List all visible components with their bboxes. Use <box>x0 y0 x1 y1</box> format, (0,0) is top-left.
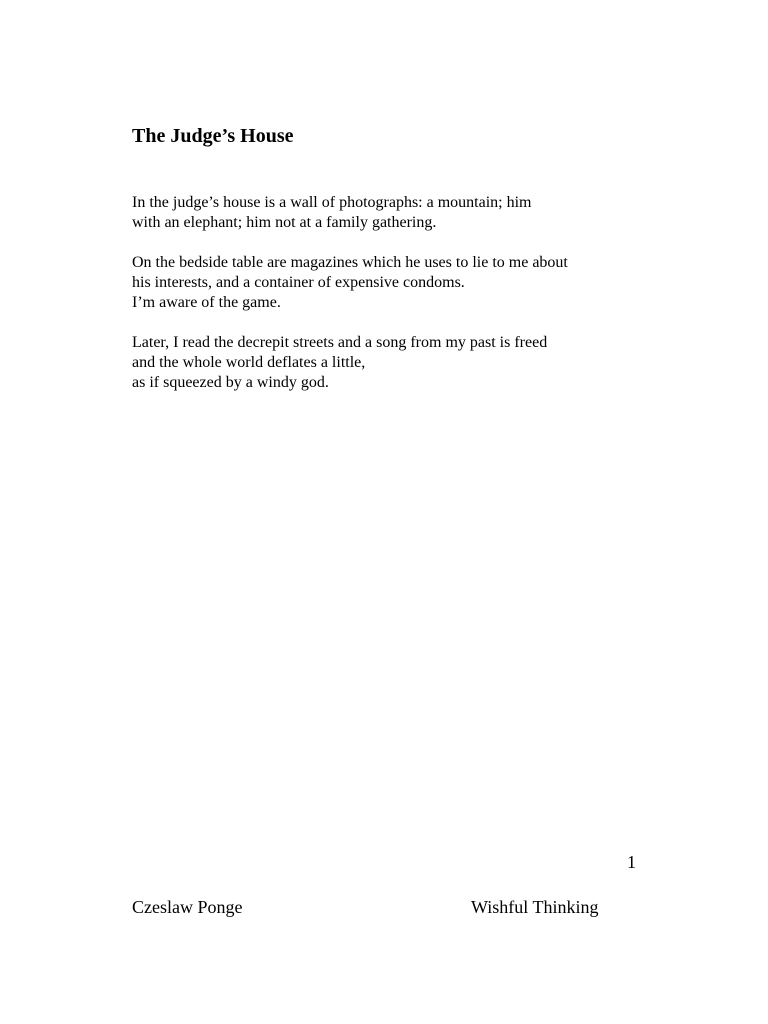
poem-line: Later, I read the decrepit streets and a song from my past is freed <box>132 334 548 351</box>
stanza-2 <box>132 253 692 313</box>
poem-body <box>132 193 692 413</box>
poem-title: The Judge’s House <box>132 125 294 147</box>
page-number: 1 <box>627 852 636 872</box>
poem-line: as if squeezed by a windy god. <box>132 374 329 391</box>
poem-line: and the whole world deflates a little, <box>132 354 366 371</box>
poem-line: with an elephant; him not at a family gathering. <box>132 214 437 231</box>
poem-line: In the judge’s house is a wall of photographs: a mountain; him <box>132 194 532 211</box>
poem-line: his interests, and a container of expensive condoms. <box>132 274 465 291</box>
stanza-3 <box>132 333 692 393</box>
footer-author: Czeslaw Ponge <box>132 897 243 917</box>
stanza-1 <box>132 193 692 233</box>
poem-line: On the bedside table are magazines which he uses to lie to me about <box>132 254 568 271</box>
footer-book-title: Wishful Thinking <box>471 897 599 917</box>
poem-line: I’m aware of the game. <box>132 294 281 311</box>
